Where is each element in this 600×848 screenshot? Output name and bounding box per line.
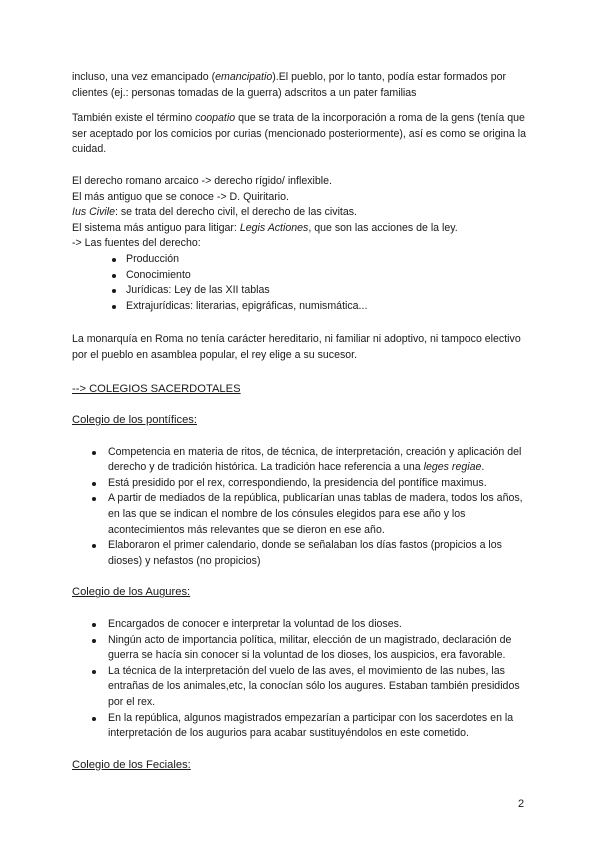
derecho-quiritario-line: El más antiguo que se conoce -> D. Quiritario. [72, 190, 289, 203]
list-item: Extrajurídicas: literarias, epigráficas, numismática... [72, 299, 532, 315]
intro-text-a: incluso, una vez emancipado ( [72, 71, 216, 83]
leges-regiae-term: leges regiae [423, 461, 482, 474]
coopatio-term: coopatio [195, 112, 236, 125]
fuentes-derecho-line: -> Las fuentes del derecho: [72, 237, 201, 250]
list-item: Competencia en materia de ritos, de técnica, de interpretación, creación y aplicación del derecho y de tradición histórica. La tradición hace referencia a una leges regiae. [72, 445, 532, 476]
emancipatio-term: emancipatio [215, 71, 273, 83]
list-item: La técnica de la interpretación del vuelo de las aves, el movimiento de las nubes, las entrañas de los animales,etc, la conocían sólo los augures. Estaban también presididos por el rex. [72, 664, 532, 711]
intro-text-line2: clientes (ej.: personas tomadas de la guerra) adscritos a un pater familias [72, 86, 417, 99]
list-item: Elaboraron el primer calendario, donde se señalaban los días fastos (propicios a los dioses) y nefastos (no propicios) [72, 538, 532, 569]
feciales-heading: Colegio de los Feciales: [72, 758, 191, 771]
list-item: Producción [72, 252, 532, 268]
list-item: En la república, algunos magistrados empezarían a participar con los sacerdotes en la interpretación de los augurios para acabar sustituyéndolos en este cometido. [72, 711, 532, 742]
document-page [72, 70, 532, 773]
list-item: Ningún acto de importancia política, militar, elección de un magistrado, declaración de guerra se hacía sin conocer si la voluntad de los dioses, los auspicios, era favorable. [72, 633, 532, 664]
intro-text-b: ).El pueblo, por lo tanto, podía estar formados por [272, 71, 507, 83]
pontifices-heading: Colegio de los pontífices: [72, 414, 198, 427]
legis-actiones-line: El sistema más antiguo para litigar: Legis Actiones, que son las acciones de la ley. [72, 221, 458, 234]
list-item: Jurídicas: Ley de las XII tablas [72, 283, 532, 299]
list-item: Conocimiento [72, 268, 532, 284]
list-item: Encargados de conocer e interpretar la voluntad de los dioses. [72, 617, 532, 633]
monarquia-paragraph: La monarquía en Roma no tenía carácter hereditario, ni familiar ni adoptivo, ni tampoco electivo por el pueblo en asamblea popular, el rey elige a su sucesor. [72, 333, 521, 361]
augures-heading: Colegio de los Augures: [72, 586, 191, 599]
ius-civile-term: Ius Civile [72, 206, 115, 219]
page-number: 2 [518, 798, 525, 810]
pontifices-list [72, 445, 532, 570]
list-item: Está presidido por el rex, correspondiendo, la presidencia del pontífice maximus. [72, 476, 532, 492]
colegios-sacerdotales-title: --> COLEGIOS SACERDOTALES [72, 382, 241, 395]
list-item: A partir de mediados de la república, publicarían unas tablas de madera, todos los años, en las que se indican el nombre de los cónsules elegidos para ese año y los acontecimientos más relevantes que se dieron en ese año. [72, 491, 532, 538]
augures-list [72, 617, 532, 742]
ius-civile-line: Ius Civile: se trata del derecho civil, el derecho de las civitas. [72, 206, 357, 219]
derecho-arcaico-line: El derecho romano arcaico -> derecho rígido/ inflexible. [72, 174, 332, 187]
coopatio-paragraph: También existe el término coopatio que se trata de la incorporación a roma de la gens (tenía que ser aceptado por los comicios por curias (mencionado posteriormente), así es como se origina la cuidad. [72, 112, 526, 156]
fuentes-list [72, 252, 532, 314]
legis-actiones-term: Legis Actiones [239, 221, 309, 234]
intro-paragraph [72, 70, 532, 101]
